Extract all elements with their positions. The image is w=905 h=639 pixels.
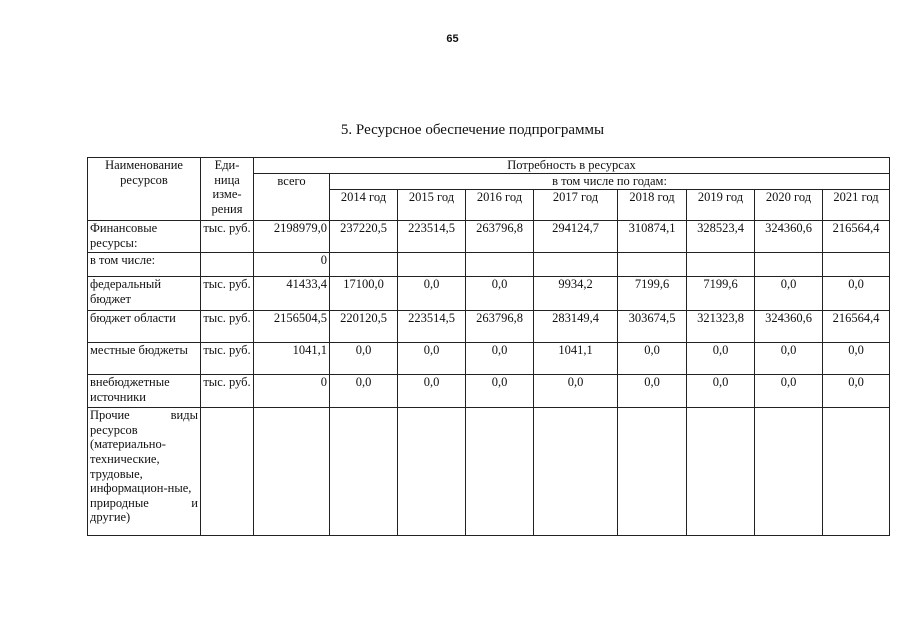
row-value: 310874,1	[618, 221, 687, 253]
row-value: 216564,4	[823, 311, 890, 343]
row-value: 223514,5	[398, 221, 466, 253]
row-value	[618, 253, 687, 277]
row-value: 220120,5	[330, 311, 398, 343]
row-value: 7199,6	[618, 277, 687, 311]
row-value: 0,0	[398, 277, 466, 311]
header-unit: Еди- ница изме- рения	[201, 158, 254, 221]
row-value: 0,0	[823, 375, 890, 408]
row-value: 0,0	[534, 375, 618, 408]
row-unit: тыс. руб.	[201, 221, 254, 253]
resource-table	[87, 157, 890, 536]
row-value: 0,0	[398, 375, 466, 408]
table-row	[88, 311, 890, 343]
header-year: 2020 год	[755, 190, 823, 221]
row-name: бюджет области	[88, 311, 201, 343]
row-value	[330, 408, 398, 536]
header-year: 2016 год	[466, 190, 534, 221]
table-row	[88, 343, 890, 375]
row-value: 0,0	[618, 375, 687, 408]
row-value: 0,0	[330, 343, 398, 375]
row-total: 0	[254, 253, 330, 277]
header-resource-name: Наименование ресурсов	[88, 158, 201, 221]
row-value	[534, 408, 618, 536]
row-value: 0,0	[823, 277, 890, 311]
row-value	[618, 408, 687, 536]
row-value	[823, 253, 890, 277]
row-total	[254, 408, 330, 536]
row-value: 0,0	[755, 343, 823, 375]
table-row	[88, 253, 890, 277]
row-name: Финансовые ресурсы:	[88, 221, 201, 253]
table-row	[88, 408, 890, 536]
header-year: 2015 год	[398, 190, 466, 221]
row-name: местные бюджеты	[88, 343, 201, 375]
row-unit	[201, 408, 254, 536]
row-name: Прочие виды ресурсов (материально-технические, трудовые, информацион-ные, природные и другие)	[88, 408, 201, 536]
row-value: 237220,5	[330, 221, 398, 253]
row-value	[687, 253, 755, 277]
row-name: в том числе:	[88, 253, 201, 277]
row-value: 263796,8	[466, 311, 534, 343]
row-value	[687, 408, 755, 536]
row-value: 0,0	[466, 277, 534, 311]
page-number: 65	[446, 33, 459, 45]
header-year: 2018 год	[618, 190, 687, 221]
row-value: 17100,0	[330, 277, 398, 311]
header-year: 2014 год	[330, 190, 398, 221]
row-total: 2156504,5	[254, 311, 330, 343]
row-value: 1041,1	[534, 343, 618, 375]
row-unit: тыс. руб.	[201, 375, 254, 408]
row-value: 294124,7	[534, 221, 618, 253]
row-value: 0,0	[687, 375, 755, 408]
table-row	[88, 375, 890, 408]
section-title: 5. Ресурсное обеспечение подпрограммы	[340, 122, 605, 138]
row-value	[330, 253, 398, 277]
row-value	[466, 253, 534, 277]
row-value: 321323,8	[687, 311, 755, 343]
row-value	[755, 253, 823, 277]
row-unit: тыс. руб.	[201, 277, 254, 311]
header-year: 2017 год	[534, 190, 618, 221]
row-value	[398, 253, 466, 277]
header-total: всего	[254, 174, 330, 221]
row-name: федеральный бюджет	[88, 277, 201, 311]
row-value: 324360,6	[755, 221, 823, 253]
row-total: 0	[254, 375, 330, 408]
row-value	[466, 408, 534, 536]
row-value: 0,0	[466, 343, 534, 375]
row-value: 0,0	[330, 375, 398, 408]
row-value	[755, 408, 823, 536]
row-unit: тыс. руб.	[201, 343, 254, 375]
header-year: 2019 год	[687, 190, 755, 221]
row-value: 0,0	[755, 375, 823, 408]
row-value: 283149,4	[534, 311, 618, 343]
row-value: 263796,8	[466, 221, 534, 253]
row-value: 328523,4	[687, 221, 755, 253]
row-value: 216564,4	[823, 221, 890, 253]
row-value: 0,0	[755, 277, 823, 311]
row-value: 0,0	[398, 343, 466, 375]
row-value: 7199,6	[687, 277, 755, 311]
row-value: 324360,6	[755, 311, 823, 343]
row-value	[823, 408, 890, 536]
row-total: 41433,4	[254, 277, 330, 311]
row-unit: тыс. руб.	[201, 311, 254, 343]
row-value: 9934,2	[534, 277, 618, 311]
row-value: 303674,5	[618, 311, 687, 343]
row-total: 1041,1	[254, 343, 330, 375]
row-value	[398, 408, 466, 536]
row-value: 0,0	[618, 343, 687, 375]
row-total: 2198979,0	[254, 221, 330, 253]
header-year: 2021 год	[823, 190, 890, 221]
row-name: внебюджетные источники	[88, 375, 201, 408]
row-value: 0,0	[687, 343, 755, 375]
row-value	[534, 253, 618, 277]
row-value: 0,0	[466, 375, 534, 408]
header-by-years: в том числе по годам:	[330, 174, 890, 190]
row-value: 223514,5	[398, 311, 466, 343]
row-value: 0,0	[823, 343, 890, 375]
row-unit	[201, 253, 254, 277]
header-resource-need: Потребность в ресурсах	[254, 158, 890, 174]
table-row	[88, 221, 890, 253]
table-row	[88, 277, 890, 311]
